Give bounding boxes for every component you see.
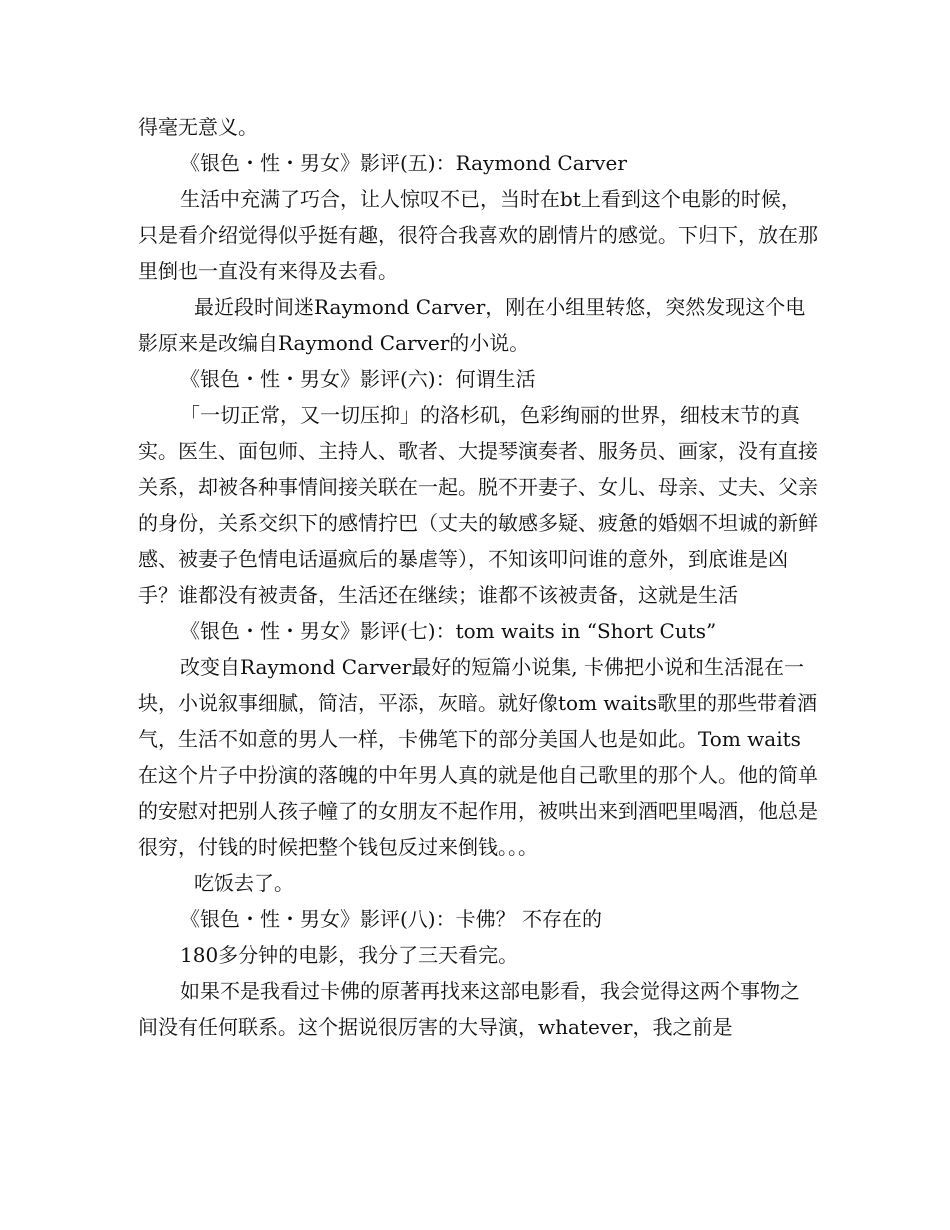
review-title-7: 《银色・性・男女》影评(七)：tom waits in “Short Cuts” — [180, 619, 717, 643]
review-title-6: 《银色・性・男女》影评(六)：何谓生活 — [180, 367, 536, 391]
review-paragraph: 吃饭去了。 — [194, 871, 294, 895]
review-paragraph: 「一切正常，又一切压抑」的洛杉矶，色彩绚丽的世界，细枝末节的真实。医生、面包师、主持人、歌者、大提琴演奏者、服务员、画家，没有直接关系，却被各种事情间接关联在一起。脱不开妻子、女儿、母亲、丈夫、父亲的身份，关系交织下的感情拧巴（丈夫的敏感多疑、疲惫的婚姻不坦诚的新鲜感、被妻子色情电话逼疯后的暴虐等），不知该叩问谁的意外，到底谁是凶手？谁都没有被责备，生活还在继续；谁都不该被责备，这就是生活 — [138, 403, 818, 607]
document-body — [138, 109, 818, 1045]
review-paragraph: 最近段时间迷Raymond Carver，刚在小组里转悠，突然发现这个电影原来是改编自Raymond Carver的小说。 — [138, 295, 806, 355]
paragraph-continuation: 得毫无意义。 — [138, 115, 258, 139]
review-title-8: 《银色・性・男女》影评(八)：卡佛？ 不存在的 — [180, 907, 602, 931]
review-paragraph: 如果不是我看过卡佛的原著再找来这部电影看，我会觉得这两个事物之间没有任何联系。这个据说很厉害的大导演，whatever，我之前是 — [138, 979, 800, 1039]
review-paragraph: 改变自Raymond Carver最好的短篇小说集, 卡佛把小说和生活混在一块，小说叙事细腻，简洁，平添，灰暗。就好像tom waits歌里的那些带着酒气，生活不如意的男人一样，卡佛笔下的部分美国人也是如此。Tom waits在这个片子中扮演的落魄的中年男人真的就是他自己歌里的那个人。他的简单的安慰对把别人孩子幢了的女朋友不起作用，被哄出来到酒吧里喝酒，他总是很穷，付钱的时候把整个钱包反过来倒钱。。。 — [138, 655, 818, 859]
review-title-5: 《银色・性・男女》影评(五)：Raymond Carver — [180, 151, 627, 175]
review-paragraph: 生活中充满了巧合，让人惊叹不已，当时在bt上看到这个电影的时候，只是看介绍觉得似乎挺有趣，很符合我喜欢的剧情片的感觉。下归下，放在那里倒也一直没有来得及去看。 — [138, 187, 818, 283]
review-paragraph: 180多分钟的电影，我分了三天看完。 — [180, 943, 519, 967]
